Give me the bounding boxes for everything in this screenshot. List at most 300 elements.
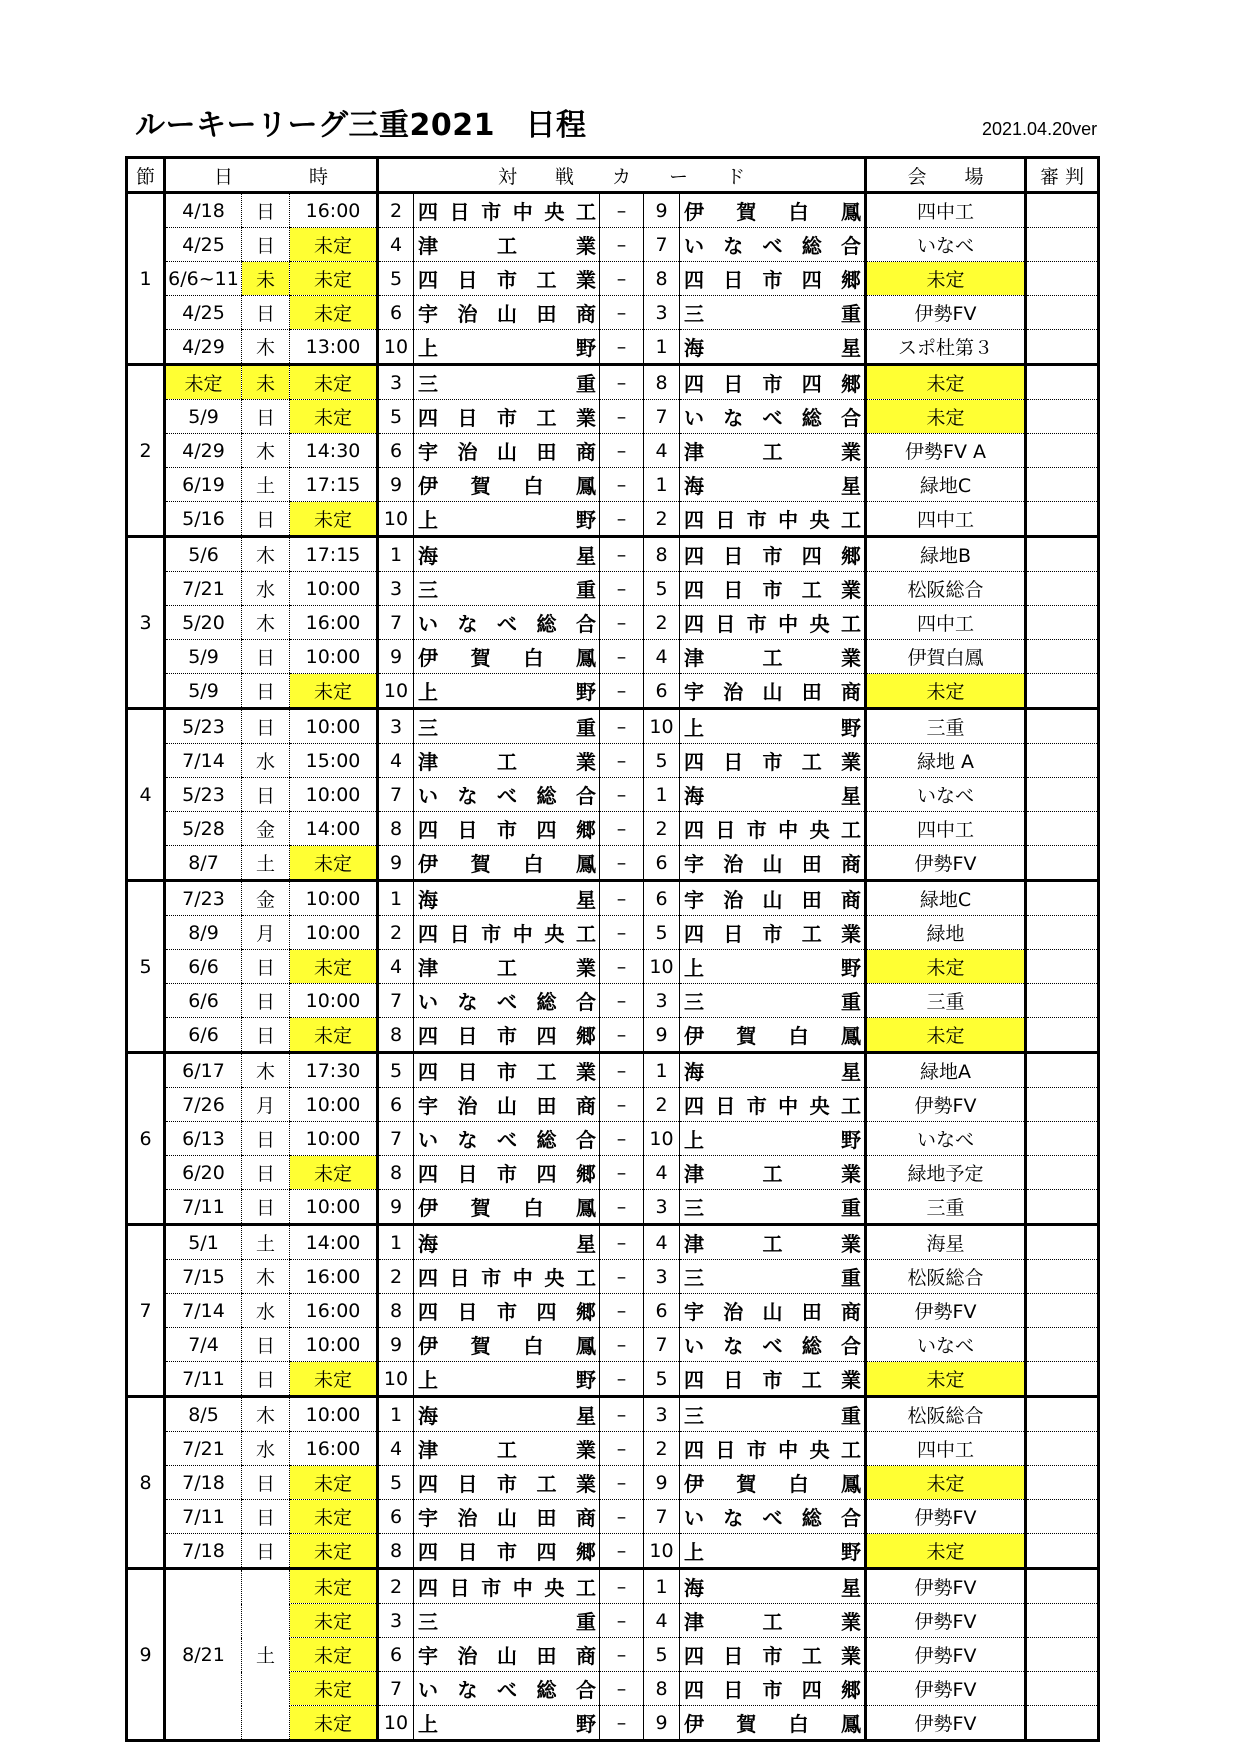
match-time: 10:00	[290, 1088, 378, 1122]
home-team: 津 工 業	[414, 1432, 600, 1466]
versus-dash: –	[600, 1466, 644, 1500]
venue: 伊勢FV A	[866, 434, 1026, 468]
referee	[1026, 674, 1099, 709]
away-team: 伊 賀 白 鳳	[680, 1706, 866, 1741]
venue: いなべ	[866, 1328, 1026, 1362]
match-row	[127, 1018, 1099, 1053]
match-row	[127, 1466, 1099, 1500]
match-row	[127, 1534, 1099, 1569]
away-team: 三 重	[680, 984, 866, 1018]
round-number: 5	[127, 881, 165, 1053]
home-team: 三 重	[414, 365, 600, 400]
match-time: 未定	[290, 1638, 378, 1672]
venue: 緑地A	[866, 1053, 1026, 1088]
home-number: 9	[378, 468, 414, 502]
match-time: 14:00	[290, 1225, 378, 1260]
match-row	[127, 537, 1099, 572]
match-day: 日	[242, 193, 290, 228]
version-label: 2021.04.20ver	[982, 119, 1098, 139]
match-time: 14:00	[290, 812, 378, 846]
match-row	[127, 1122, 1099, 1156]
away-number: 2	[644, 606, 680, 640]
match-day: 木	[242, 1260, 290, 1294]
referee	[1026, 365, 1099, 400]
match-row	[127, 984, 1099, 1018]
match-row	[127, 1053, 1099, 1088]
match-day: 水	[242, 1294, 290, 1328]
home-number: 1	[378, 537, 414, 572]
match-time: 10:00	[290, 1328, 378, 1362]
round-number: 3	[127, 537, 165, 709]
header-referee: 審 判	[1026, 158, 1099, 193]
match-day: 日	[242, 1362, 290, 1397]
away-number: 6	[644, 881, 680, 916]
home-team: い な べ 総 合	[414, 1122, 600, 1156]
away-team: 津 工 業	[680, 1604, 866, 1638]
match-row	[127, 262, 1099, 296]
away-number: 3	[644, 984, 680, 1018]
match-time: 未定	[290, 1534, 378, 1569]
round-number: 1	[127, 193, 165, 365]
home-team: 四 日 市 四 郷	[414, 1534, 600, 1569]
referee	[1026, 1294, 1099, 1328]
match-time: 10:00	[290, 1397, 378, 1432]
match-day: 日	[242, 1018, 290, 1053]
venue: 伊勢FV	[866, 1569, 1026, 1604]
referee	[1026, 1604, 1099, 1638]
referee	[1026, 916, 1099, 950]
referee	[1026, 1534, 1099, 1569]
header-date-time: 日 時	[165, 158, 378, 193]
round-number: 9	[127, 1569, 165, 1741]
match-date: 7/18	[165, 1466, 242, 1500]
match-day: 木	[242, 434, 290, 468]
home-number: 10	[378, 502, 414, 537]
referee	[1026, 262, 1099, 296]
match-day: 日	[242, 709, 290, 744]
venue: 伊勢FV	[866, 846, 1026, 881]
home-number: 4	[378, 744, 414, 778]
venue: 伊勢FV	[866, 296, 1026, 330]
match-date: 7/4	[165, 1328, 242, 1362]
match-time: 未定	[290, 400, 378, 434]
venue: 伊勢FV	[866, 1088, 1026, 1122]
home-team: 伊 賀 白 鳳	[414, 846, 600, 881]
match-time: 未定	[290, 228, 378, 262]
match-time: 未定	[290, 1569, 378, 1604]
home-number: 8	[378, 1156, 414, 1190]
away-team: 四 日 市 工 業	[680, 916, 866, 950]
away-number: 4	[644, 434, 680, 468]
versus-dash: –	[600, 606, 644, 640]
match-day: 日	[242, 1122, 290, 1156]
match-day: 木	[242, 1397, 290, 1432]
match-date: 6/19	[165, 468, 242, 502]
match-date: 7/21	[165, 1432, 242, 1466]
versus-dash: –	[600, 778, 644, 812]
referee	[1026, 1500, 1099, 1534]
away-number: 5	[644, 916, 680, 950]
referee	[1026, 1088, 1099, 1122]
versus-dash: –	[600, 1432, 644, 1466]
versus-dash: –	[600, 193, 644, 228]
versus-dash: –	[600, 365, 644, 400]
away-number: 8	[644, 1672, 680, 1706]
away-team: 四 日 市 工 業	[680, 572, 866, 606]
away-number: 2	[644, 1432, 680, 1466]
match-time: 未定	[290, 502, 378, 537]
away-number: 9	[644, 1466, 680, 1500]
match-row	[127, 606, 1099, 640]
match-day: 水	[242, 1432, 290, 1466]
away-team: 四 日 市 中 央 工	[680, 1088, 866, 1122]
away-team: 四 日 市 四 郷	[680, 262, 866, 296]
versus-dash: –	[600, 846, 644, 881]
referee	[1026, 1156, 1099, 1190]
home-number: 2	[378, 916, 414, 950]
versus-dash: –	[600, 1604, 644, 1638]
match-time: 未定	[290, 365, 378, 400]
schedule-table	[125, 156, 1100, 1742]
home-number: 6	[378, 296, 414, 330]
home-number: 6	[378, 1500, 414, 1534]
venue: 伊勢FV	[866, 1706, 1026, 1741]
match-time: 未定	[290, 950, 378, 984]
home-number: 9	[378, 1190, 414, 1225]
away-number: 7	[644, 400, 680, 434]
versus-dash: –	[600, 572, 644, 606]
match-row	[127, 400, 1099, 434]
match-time: 10:00	[290, 881, 378, 916]
away-number: 8	[644, 537, 680, 572]
away-team: い な べ 総 合	[680, 228, 866, 262]
home-number: 1	[378, 1225, 414, 1260]
away-team: 伊 賀 白 鳳	[680, 1466, 866, 1500]
match-row	[127, 1569, 1099, 1604]
away-number: 6	[644, 674, 680, 709]
home-team: 海 星	[414, 537, 600, 572]
versus-dash: –	[600, 674, 644, 709]
away-team: い な べ 総 合	[680, 1328, 866, 1362]
versus-dash: –	[600, 262, 644, 296]
match-date: 5/16	[165, 502, 242, 537]
away-number: 3	[644, 296, 680, 330]
venue: 松阪総合	[866, 1397, 1026, 1432]
match-day: 日	[242, 296, 290, 330]
match-row	[127, 572, 1099, 606]
match-date: 8/7	[165, 846, 242, 881]
match-day: 水	[242, 572, 290, 606]
home-team: 津 工 業	[414, 228, 600, 262]
versus-dash: –	[600, 1328, 644, 1362]
match-time: 未定	[290, 1362, 378, 1397]
versus-dash: –	[600, 502, 644, 537]
header-row	[127, 158, 1099, 193]
venue: 伊勢FV	[866, 1294, 1026, 1328]
match-row	[127, 1397, 1099, 1432]
referee	[1026, 1706, 1099, 1741]
home-team: 四 日 市 工 業	[414, 1053, 600, 1088]
match-time: 未定	[290, 674, 378, 709]
match-row	[127, 812, 1099, 846]
home-number: 5	[378, 1053, 414, 1088]
match-date: 7/14	[165, 1294, 242, 1328]
versus-dash: –	[600, 228, 644, 262]
home-number: 4	[378, 1432, 414, 1466]
match-day: 木	[242, 606, 290, 640]
match-row	[127, 744, 1099, 778]
home-team: 四 日 市 中 央 工	[414, 916, 600, 950]
match-day: 月	[242, 1088, 290, 1122]
home-team: 伊 賀 白 鳳	[414, 640, 600, 674]
home-number: 1	[378, 881, 414, 916]
venue: 未定	[866, 365, 1026, 400]
versus-dash: –	[600, 434, 644, 468]
venue: いなべ	[866, 778, 1026, 812]
schedule-body	[127, 193, 1099, 1741]
home-team: 三 重	[414, 709, 600, 744]
match-time: 16:00	[290, 1294, 378, 1328]
match-row	[127, 640, 1099, 674]
match-time: 未定	[290, 1706, 378, 1741]
referee	[1026, 881, 1099, 916]
versus-dash: –	[600, 1362, 644, 1397]
match-date: 5/9	[165, 400, 242, 434]
home-team: 宇 治 山 田 商	[414, 1500, 600, 1534]
header-match: 対 戦 カ ー ド	[378, 158, 866, 193]
versus-dash: –	[600, 744, 644, 778]
match-day: 日	[242, 1466, 290, 1500]
away-team: い な べ 総 合	[680, 1500, 866, 1534]
away-team: 海 星	[680, 1569, 866, 1604]
match-date: 5/23	[165, 778, 242, 812]
match-time: 10:00	[290, 916, 378, 950]
venue: 伊勢FV	[866, 1672, 1026, 1706]
versus-dash: –	[600, 1156, 644, 1190]
venue: 未定	[866, 1534, 1026, 1569]
match-day: 木	[242, 537, 290, 572]
match-time: 10:00	[290, 1190, 378, 1225]
away-team: 四 日 市 中 央 工	[680, 606, 866, 640]
match-date: 7/18	[165, 1534, 242, 1569]
match-row	[127, 365, 1099, 400]
away-number: 5	[644, 572, 680, 606]
match-time: 17:15	[290, 537, 378, 572]
away-number: 9	[644, 1706, 680, 1741]
home-team: 宇 治 山 田 商	[414, 296, 600, 330]
away-team: 津 工 業	[680, 640, 866, 674]
match-date: 4/18	[165, 193, 242, 228]
home-number: 3	[378, 709, 414, 744]
home-number: 2	[378, 1260, 414, 1294]
versus-dash: –	[600, 1018, 644, 1053]
home-team: 津 工 業	[414, 950, 600, 984]
referee	[1026, 1362, 1099, 1397]
match-day: 日	[242, 1534, 290, 1569]
referee	[1026, 1569, 1099, 1604]
match-date: 7/11	[165, 1362, 242, 1397]
home-number: 5	[378, 1466, 414, 1500]
referee	[1026, 1432, 1099, 1466]
versus-dash: –	[600, 1672, 644, 1706]
match-time: 16:00	[290, 606, 378, 640]
match-day: 土	[242, 846, 290, 881]
match-row	[127, 296, 1099, 330]
home-number: 9	[378, 846, 414, 881]
away-number: 4	[644, 1156, 680, 1190]
away-number: 1	[644, 468, 680, 502]
referee	[1026, 468, 1099, 502]
away-number: 8	[644, 262, 680, 296]
referee	[1026, 1672, 1099, 1706]
home-number: 6	[378, 434, 414, 468]
venue: 三重	[866, 1190, 1026, 1225]
match-time: 未定	[290, 846, 378, 881]
away-team: 伊 賀 白 鳳	[680, 193, 866, 228]
home-number: 6	[378, 1088, 414, 1122]
home-team: 四 日 市 四 郷	[414, 1156, 600, 1190]
match-time: 10:00	[290, 778, 378, 812]
versus-dash: –	[600, 950, 644, 984]
match-day: 木	[242, 330, 290, 365]
round-number: 4	[127, 709, 165, 881]
away-team: 四 日 市 工 業	[680, 744, 866, 778]
away-team: 上 野	[680, 950, 866, 984]
home-team: 四 日 市 工 業	[414, 1466, 600, 1500]
venue: 未定	[866, 674, 1026, 709]
match-date: 5/20	[165, 606, 242, 640]
match-row	[127, 228, 1099, 262]
away-number: 8	[644, 365, 680, 400]
match-date: 5/1	[165, 1225, 242, 1260]
match-time: 未定	[290, 296, 378, 330]
versus-dash: –	[600, 1122, 644, 1156]
match-time: 未定	[290, 1672, 378, 1706]
versus-dash: –	[600, 640, 644, 674]
match-day: 日	[242, 778, 290, 812]
away-number: 2	[644, 812, 680, 846]
match-time: 14:30	[290, 434, 378, 468]
referee	[1026, 709, 1099, 744]
match-row	[127, 1328, 1099, 1362]
referee	[1026, 537, 1099, 572]
away-number: 9	[644, 193, 680, 228]
referee	[1026, 1328, 1099, 1362]
home-number: 8	[378, 1018, 414, 1053]
away-number: 2	[644, 502, 680, 537]
away-team: 宇 治 山 田 商	[680, 846, 866, 881]
match-row	[127, 434, 1099, 468]
venue: 未定	[866, 262, 1026, 296]
away-number: 9	[644, 1018, 680, 1053]
round-number: 6	[127, 1053, 165, 1225]
home-team: 伊 賀 白 鳳	[414, 1328, 600, 1362]
home-team: 宇 治 山 田 商	[414, 1638, 600, 1672]
header-setsu: 節	[127, 158, 165, 193]
away-team: 津 工 業	[680, 1225, 866, 1260]
match-date: 5/28	[165, 812, 242, 846]
match-date: 5/23	[165, 709, 242, 744]
versus-dash: –	[600, 468, 644, 502]
venue: いなべ	[866, 1122, 1026, 1156]
home-number: 8	[378, 1534, 414, 1569]
away-team: 四 日 市 中 央 工	[680, 502, 866, 537]
away-number: 4	[644, 640, 680, 674]
match-time: 13:00	[290, 330, 378, 365]
versus-dash: –	[600, 984, 644, 1018]
round-number: 8	[127, 1397, 165, 1569]
match-time: 未定	[290, 1156, 378, 1190]
match-date: 4/29	[165, 330, 242, 365]
match-day: 金	[242, 812, 290, 846]
away-team: 四 日 市 中 央 工	[680, 1432, 866, 1466]
referee	[1026, 1638, 1099, 1672]
away-number: 4	[644, 1225, 680, 1260]
away-number: 1	[644, 778, 680, 812]
match-time: 10:00	[290, 1122, 378, 1156]
versus-dash: –	[600, 1500, 644, 1534]
home-team: 上 野	[414, 330, 600, 365]
home-number: 9	[378, 1328, 414, 1362]
referee	[1026, 193, 1099, 228]
match-row	[127, 950, 1099, 984]
referee	[1026, 1260, 1099, 1294]
away-number: 2	[644, 1088, 680, 1122]
match-day: 土	[242, 468, 290, 502]
match-day: 土	[242, 1569, 290, 1741]
away-number: 10	[644, 1534, 680, 1569]
match-row	[127, 330, 1099, 365]
match-day: 日	[242, 502, 290, 537]
home-team: 伊 賀 白 鳳	[414, 1190, 600, 1225]
away-team: 三 重	[680, 296, 866, 330]
home-team: 上 野	[414, 502, 600, 537]
match-row	[127, 916, 1099, 950]
match-date: 6/6	[165, 984, 242, 1018]
header-venue: 会 場	[866, 158, 1026, 193]
referee	[1026, 640, 1099, 674]
away-number: 5	[644, 1638, 680, 1672]
match-date: 6/13	[165, 1122, 242, 1156]
home-number: 7	[378, 606, 414, 640]
match-row	[127, 1362, 1099, 1397]
versus-dash: –	[600, 709, 644, 744]
match-time: 15:00	[290, 744, 378, 778]
away-team: 上 野	[680, 1534, 866, 1569]
referee	[1026, 744, 1099, 778]
away-number: 10	[644, 709, 680, 744]
away-team: 四 日 市 中 央 工	[680, 812, 866, 846]
match-day: 木	[242, 1053, 290, 1088]
referee	[1026, 1397, 1099, 1432]
home-team: い な べ 総 合	[414, 778, 600, 812]
home-team: 四 日 市 四 郷	[414, 1018, 600, 1053]
match-date: 4/25	[165, 296, 242, 330]
match-row	[127, 1190, 1099, 1225]
referee	[1026, 778, 1099, 812]
match-day: 日	[242, 1500, 290, 1534]
home-number: 4	[378, 950, 414, 984]
match-time: 10:00	[290, 572, 378, 606]
home-number: 2	[378, 193, 414, 228]
home-team: い な べ 総 合	[414, 1672, 600, 1706]
versus-dash: –	[600, 1190, 644, 1225]
match-date: 4/25	[165, 228, 242, 262]
venue: スポ杜第３	[866, 330, 1026, 365]
away-team: 四 日 市 工 業	[680, 1362, 866, 1397]
match-row	[127, 881, 1099, 916]
away-team: 海 星	[680, 1053, 866, 1088]
